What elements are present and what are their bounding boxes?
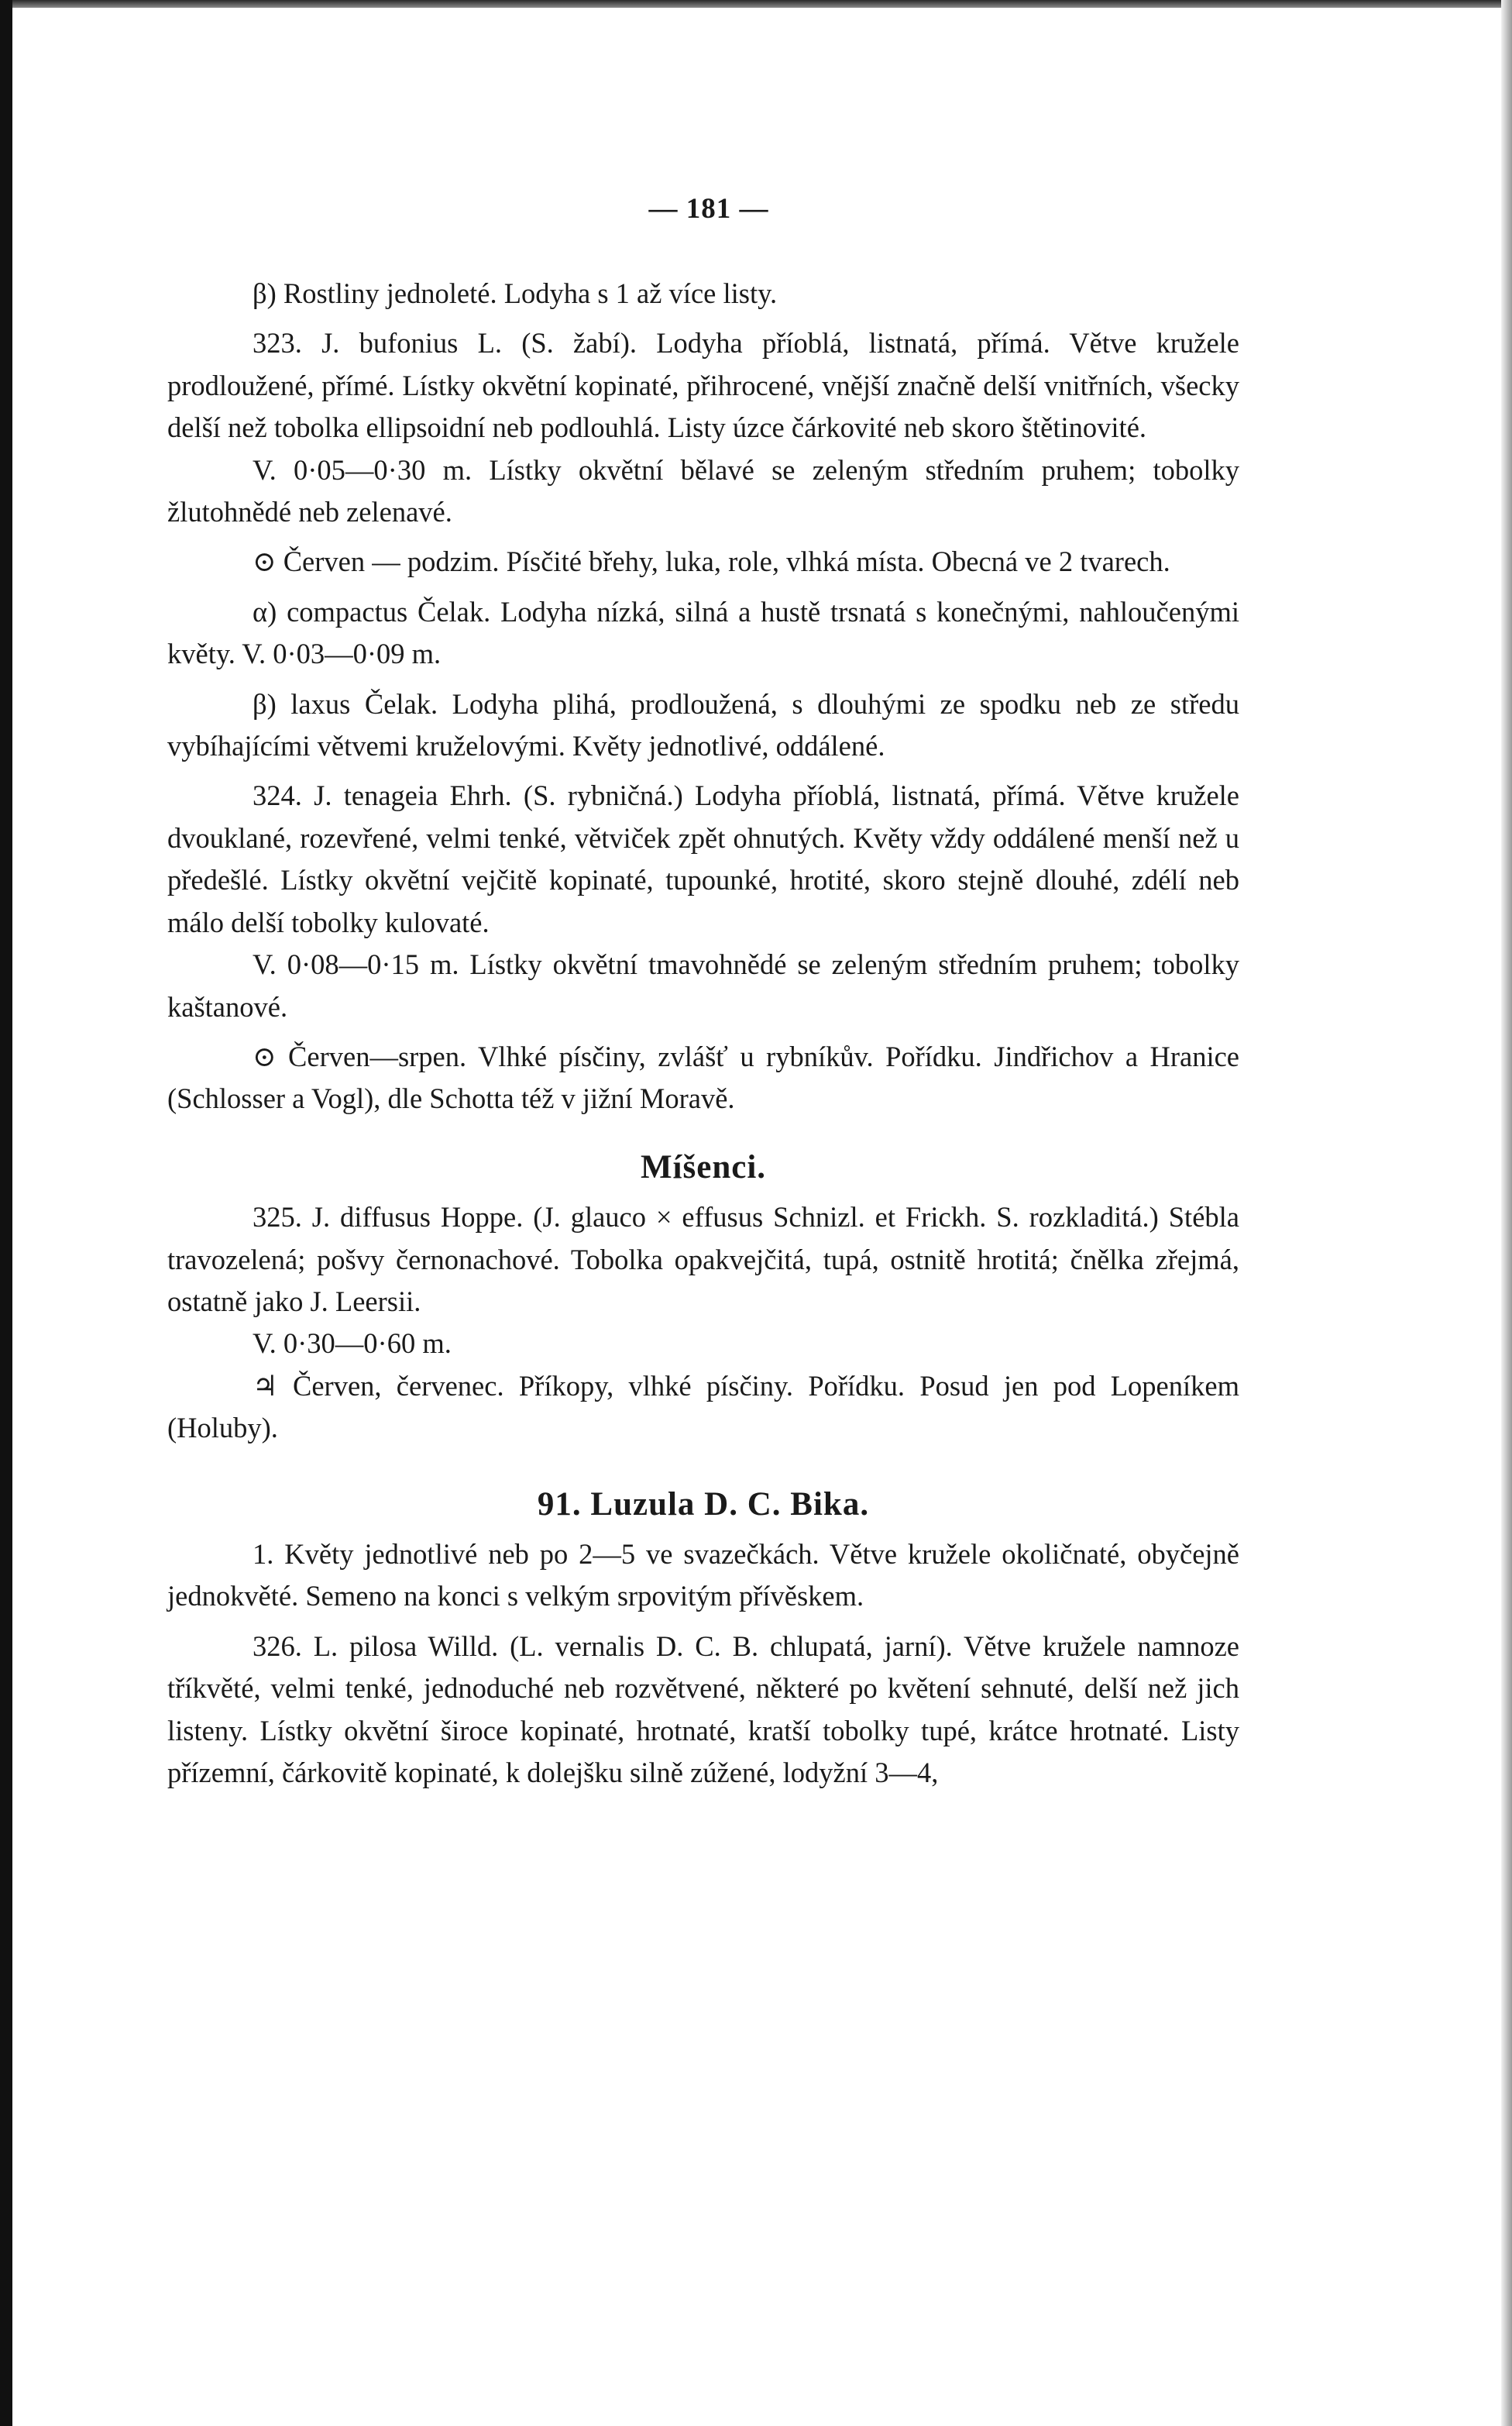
paragraph-323-habitat: ⊙ Červen — podzim. Písčité břehy, luka, role, vlhká místa. Obecná ve 2 tvarech. [253,545,1170,578]
page-number: — 181 — [648,193,769,225]
paragraph-324-habitat: ⊙ Červen—srpen. Vlhké písčiny, zvlášť u rybníkův. Pořídku. Jindřichov a Hranice (Schlosser a Vogl), dle Schotta též v jižní Moravě. [167,1040,1239,1115]
scan-border-top [0,0,1512,8]
scan-border-left [0,0,12,2426]
section-heading-hybrids: Míšenci. [640,1148,767,1185]
paragraph-325-height: V. 0·30—0·60 m. [253,1327,452,1360]
section-heading-luzula: 91. Luzula D. C. Bika. [537,1485,870,1523]
scan-border-right [1501,0,1512,2426]
paragraph-species-325: 325. J. diffusus Hoppe. (J. glauco × effusus Schnizl. et Frickh. S. rozkladitá.) Stébla travozelená; pošvy černonachové. Tobolka opakvejčitá, tupá, ostnitě hrotitá; čnělka zřejmá, ostatně jako J. Leersii. [167,1201,1239,1317]
paragraph-species-326: 326. L. pilosa Willd. (L. vernalis D. C. B. chlupatá, jarní). Větve kružele namnoze tříkvěté, velmi tenké, jednoduché neb rozvětvené, některé po květení sehnuté, delší než jich listeny. Lístky okvětní široce kopinaté, hrotnaté, kratší tobolky tupé, krátce hrotnaté. Listy přízemní, čárkovitě kopinaté, k dolejšku silně zúžené, lodyžní 3—4, [167,1629,1239,1788]
paragraph-variety-laxus: β) laxus Čelak. Lodyha plihá, prodloužená, s dlouhými ze spodku neb ze středu vybíhajícími větvemi kruželovými. Květy jednotlivé, oddálené. [167,687,1239,762]
paragraph-group-beta: β) Rostliny jednoleté. Lodyha s 1 až více listy. [253,277,778,309]
page-body [167,273,1239,1794]
paragraph-species-324: 324. J. tenageia Ehrh. (S. rybničná.) Lodyha příoblá, listnatá, přímá. Větve kružele dvouklané, rozevřené, velmi tenké, větviček zpět ohnutých. Květy vždy oddálené menší než u předešlé. Lístky okvětní vejčitě kopinaté, tupounké, hrotité, skoro stejně dlouhé, zdélí neb málo delší tobolky kulovaté. [167,779,1239,938]
paragraph-variety-compactus: α) compactus Čelak. Lodyha nízká, silná a hustě trsnatá s konečnými, nahloučenými květy. V. 0·03—0·09 m. [167,595,1239,670]
paragraph-325-habitat: ♃ Červen, červenec. Příkopy, vlhké písčiny. Pořídku. Posud jen pod Lopeníkem (Holuby). [167,1369,1239,1444]
paragraph-323-height: V. 0·05—0·30 m. Lístky okvětní bělavé se zeleným středním pruhem; tobolky žlutohnědé neb zelenavé. [167,453,1239,528]
paragraph-species-323: 323. J. bufonius L. (S. žabí). Lodyha příoblá, listnatá, přímá. Větve kružele prodloužené, přímé. Lístky okvětní kopinaté, přihrocené, vnější značně delší vnitřních, všecky delší než tobolka ellipsoidní neb podlouhlá. Listy úzce čárkovité neb skoro štětinovité. [167,327,1239,444]
paragraph-luzula-key-1: 1. Květy jednotlivé neb po 2—5 ve svazečkách. Větve kružele okoličnaté, obyčejně jednokvěté. Semeno na konci s velkým srpovitým přívěskem. [167,1537,1239,1612]
paragraph-324-height: V. 0·08—0·15 m. Lístky okvětní tmavohnědé se zeleným středním pruhem; tobolky kaštanové. [167,948,1239,1023]
